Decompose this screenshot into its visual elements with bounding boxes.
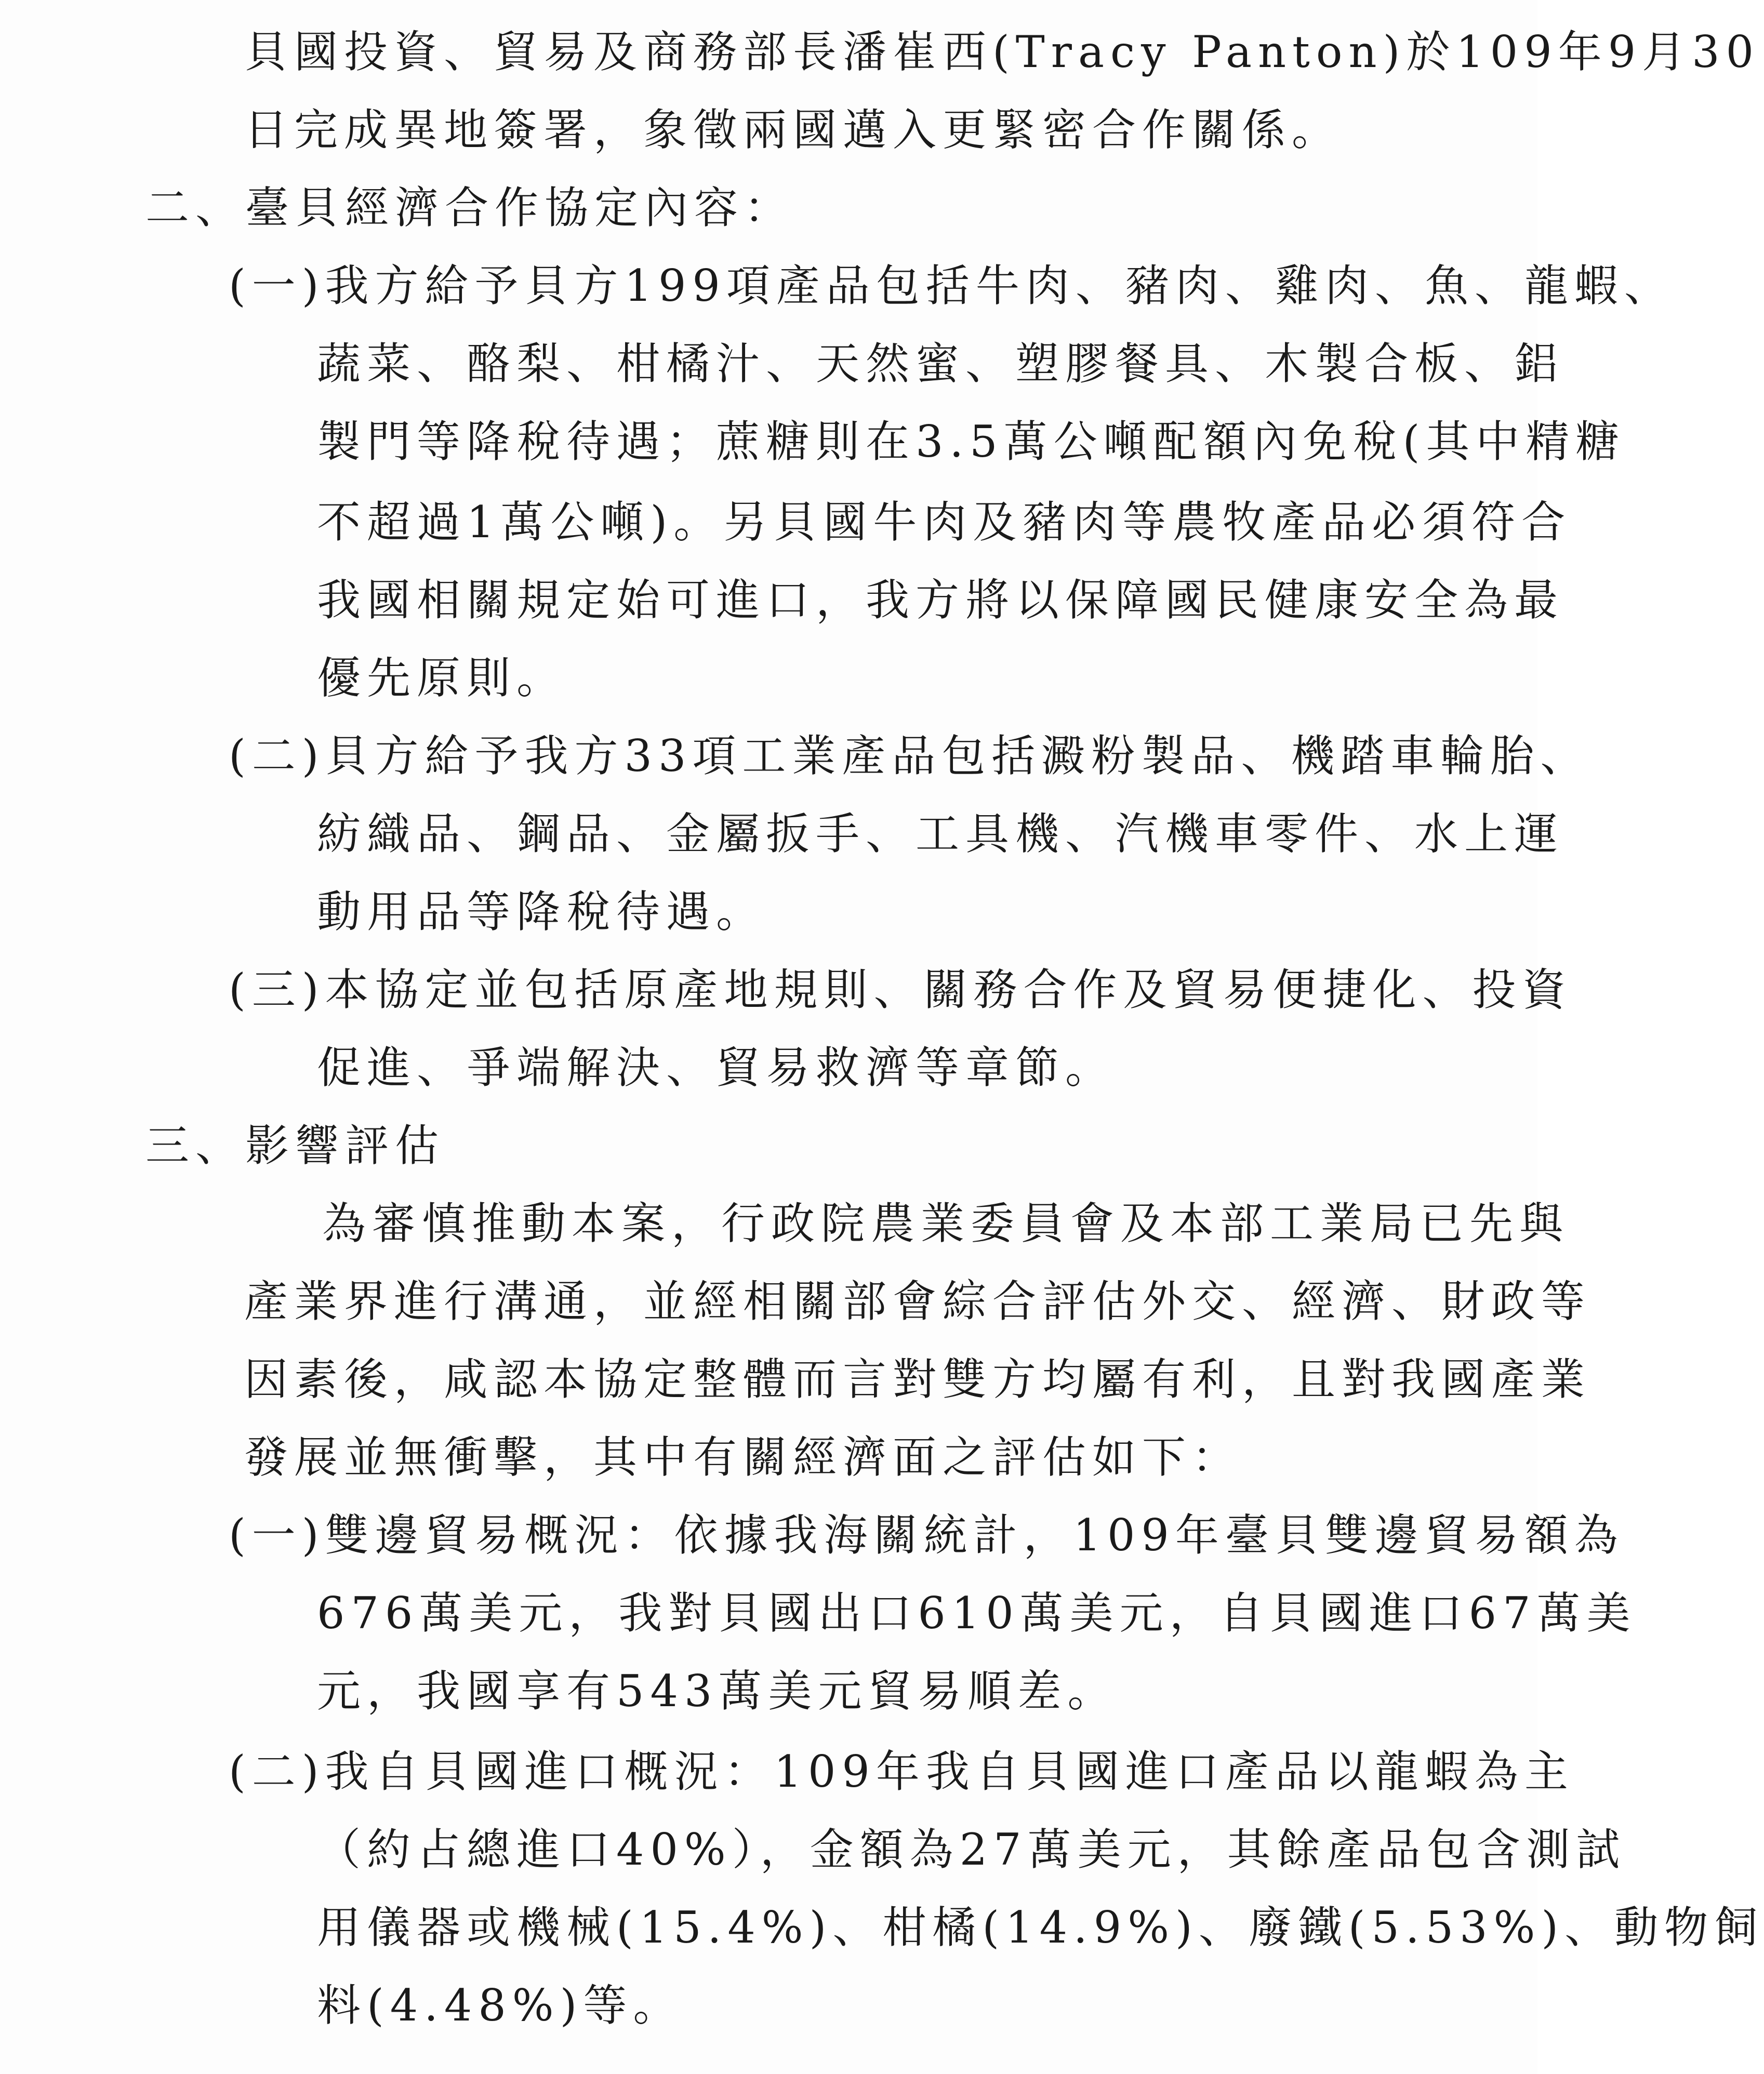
intro-line: 日完成異地簽署，象徵兩國邁入更緊密合作關係。 — [244, 104, 1342, 155]
list-item-line: 動用品等降稅待遇。 — [317, 886, 766, 937]
list-item-line: （約占總進口40%），金額為27萬美元，其餘產品包含測試 — [317, 1824, 1626, 1875]
list-item-line: (一)雙邊貿易概況：依據我海關統計，109年臺貝雙邊貿易額為 — [229, 1510, 1624, 1561]
paragraph-line: 因素後，咸認本協定整體而言對雙方均屬有利，且對我國產業 — [244, 1354, 1591, 1405]
list-item-line: 製門等降稅待遇；蔗糖則在3.5萬公噸配額內免稅(其中精糖 — [317, 416, 1626, 467]
section-heading: 三、影響評估 — [145, 1120, 445, 1171]
intro-line: 貝國投資、貿易及商務部長潘崔西(Tracy Panton)於109年9月30 — [244, 26, 1760, 77]
section-heading: 二、臺貝經濟合作協定內容： — [145, 182, 794, 233]
list-item-line: (三)本協定並包括原產地規則、關務合作及貿易便捷化、投資 — [229, 964, 1572, 1015]
list-item-line: 促進、爭端解決、貿易救濟等章節。 — [317, 1042, 1116, 1093]
list-item-line: (二)我自貝國進口概況：109年我自貝國進口產品以龍蝦為主 — [229, 1746, 1574, 1797]
list-item-line: (一)我方給予貝方199項產品包括牛肉、豬肉、雞肉、魚、龍蝦、 — [229, 260, 1674, 311]
list-item-line: 料(4.48%)等。 — [317, 1980, 683, 2031]
list-item-line: 用儀器或機械(15.4%)、柑橘(14.9%)、廢鐵(5.53%)、動物飼 — [317, 1902, 1764, 1953]
paragraph-line: 產業界進行溝通，並經相關部會綜合評估外交、經濟、財政等 — [244, 1276, 1591, 1327]
list-item-line: 我國相關規定始可進口，我方將以保障國民健康安全為最 — [317, 575, 1564, 626]
list-item-line: 紡織品、鋼品、金屬扳手、工具機、汽機車零件、水上運 — [317, 808, 1564, 859]
paragraph-line: 為審慎推動本案，行政院農業委員會及本部工業局已先與 — [322, 1198, 1570, 1249]
list-item-line: 676萬美元，我對貝國出口610萬美元，自貝國進口67萬美 — [317, 1588, 1637, 1639]
list-item-line: 不超過1萬公噸)。另貝國牛肉及豬肉等農牧產品必須符合 — [317, 497, 1572, 548]
list-item-line: 優先原則。 — [317, 653, 567, 703]
list-item-line: 蔬菜、酪梨、柑橘汁、天然蜜、塑膠餐具、木製合板、鋁 — [317, 338, 1564, 389]
list-item-line: (二)貝方給予我方33項工業產品包括澱粉製品、機踏車輪胎、 — [229, 730, 1590, 781]
list-item-line: 元，我國享有543萬美元貿易順差。 — [317, 1666, 1118, 1717]
paragraph-line: 發展並無衝擊，其中有關經濟面之評估如下： — [244, 1432, 1242, 1483]
